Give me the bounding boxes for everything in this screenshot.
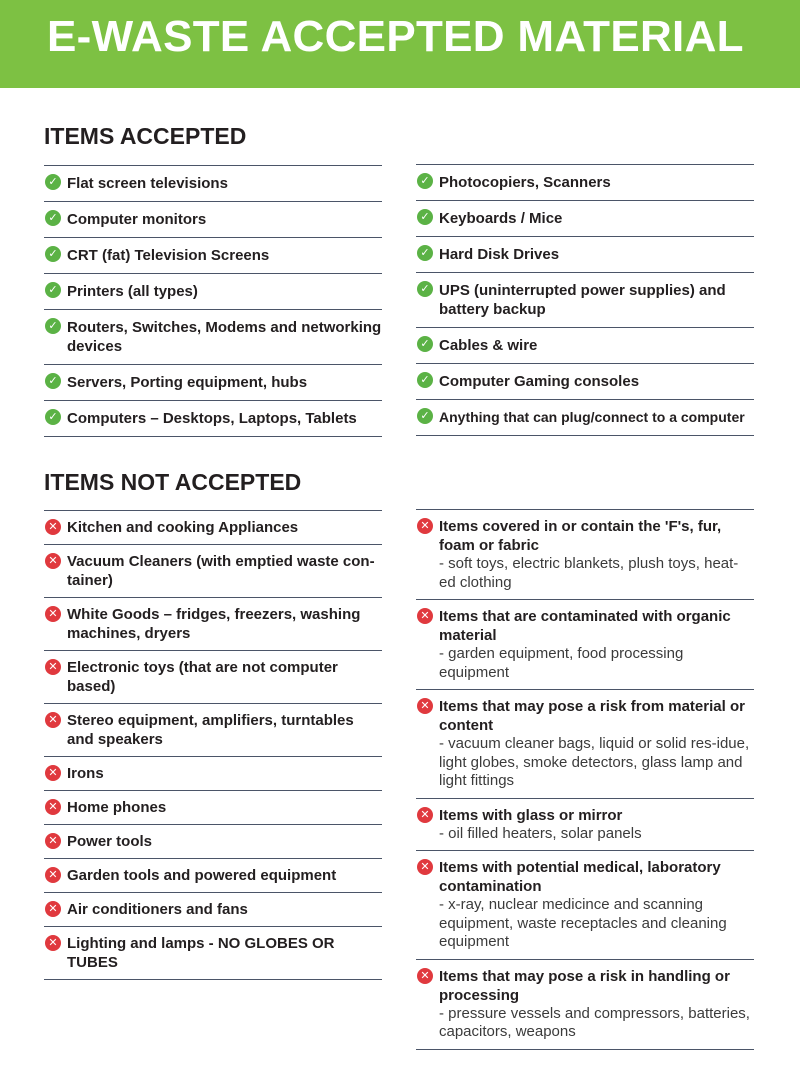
check-circle-icon: ✓ [417, 173, 433, 189]
check-circle-icon: ✓ [45, 409, 61, 425]
item-label: Printers (all types) [67, 283, 198, 300]
list-item [44, 858, 382, 892]
item-label: Photocopiers, Scanners [439, 174, 611, 191]
item-label: Irons [67, 765, 104, 782]
cross-circle-icon: ✕ [45, 833, 61, 849]
accepted-list-left [44, 165, 382, 437]
list-item [44, 597, 382, 650]
cross-circle-icon: ✕ [45, 799, 61, 815]
list-item [416, 509, 754, 599]
check-circle-icon: ✓ [417, 336, 433, 352]
item-label: Computer monitors [67, 211, 207, 228]
item-label: Items covered in or contain the 'F's, fur, foam or fabric [439, 518, 722, 554]
item-label: Servers, Porting equipment, hubs [67, 374, 308, 391]
item-label: Routers, Switches, Modems and networking devices [67, 319, 382, 355]
item-note: - oil filled heaters, solar panels [439, 824, 642, 842]
item-label: White Goods – fridges, freezers, washing machines, dryers [67, 606, 361, 642]
item-label: Anything that can plug/connect to a computer [439, 409, 745, 425]
list-item [44, 544, 382, 597]
item-label: Air conditioners and fans [67, 901, 248, 918]
check-circle-icon: ✓ [45, 210, 61, 226]
item-label: Lighting and lamps - NO GLOBES OR TUBES [67, 935, 335, 971]
item-label: Items with glass or mirror [439, 806, 623, 824]
list-item [416, 959, 754, 1050]
item-label: Stereo equipment, amplifiers, turntables and speakers [67, 712, 354, 748]
list-item [44, 790, 382, 824]
list-item [416, 236, 754, 272]
cross-circle-icon: ✕ [45, 519, 61, 535]
list-item [44, 650, 382, 703]
list-item [44, 364, 382, 400]
title-banner [0, 0, 800, 88]
list-item [416, 850, 754, 959]
accepted-list-right [416, 164, 754, 436]
list-item [44, 703, 382, 756]
item-label: Computers – Desktops, Laptops, Tablets [67, 410, 357, 427]
item-label: Items with potential medical, laboratory contamination [439, 859, 721, 895]
check-circle-icon: ✓ [45, 282, 61, 298]
item-label: Items that may pose a risk from material or content [439, 698, 745, 734]
list-item [44, 892, 382, 926]
item-label: Items that are contaminated with organic material [439, 608, 731, 644]
item-label: Home phones [67, 799, 167, 816]
check-circle-icon: ✓ [417, 281, 433, 297]
check-circle-icon: ✓ [417, 245, 433, 261]
list-item [416, 689, 754, 798]
item-label: UPS (uninterrupted power supplies) and battery backup [439, 282, 726, 318]
item-label: Flat screen televisions [67, 175, 228, 192]
cross-circle-icon: ✕ [417, 608, 433, 624]
not-accepted-heading: ITEMS NOT ACCEPTED [44, 469, 302, 495]
list-item [416, 327, 754, 363]
check-circle-icon: ✓ [417, 408, 433, 424]
list-item [44, 309, 382, 364]
cross-circle-icon: ✕ [417, 518, 433, 534]
cross-circle-icon: ✕ [417, 859, 433, 875]
item-label: CRT (fat) Television Screens [67, 247, 270, 264]
not-accepted-list-left [44, 510, 382, 980]
item-label: Items that may pose a risk in handling or processing [439, 967, 730, 1004]
item-label: Electronic toys (that are not computer based) [67, 659, 338, 695]
list-item [44, 510, 382, 544]
list-item [416, 599, 754, 689]
cross-circle-icon: ✕ [45, 659, 61, 675]
item-note: - garden equipment, food processing equipment [439, 645, 684, 681]
item-label: Hard Disk Drives [439, 246, 560, 263]
item-label: Garden tools and powered equipment [67, 867, 337, 884]
list-item [44, 201, 382, 237]
check-circle-icon: ✓ [45, 373, 61, 389]
item-note: - soft toys, electric blankets, plush toys, heat-ed clothing [439, 555, 739, 591]
item-label: Computer Gaming consoles [439, 373, 640, 390]
cross-circle-icon: ✕ [45, 606, 61, 622]
cross-circle-icon: ✕ [45, 553, 61, 569]
list-item [44, 824, 382, 858]
list-item [416, 363, 754, 399]
accepted-heading: ITEMS ACCEPTED [44, 123, 247, 149]
cross-circle-icon: ✕ [45, 712, 61, 728]
check-circle-icon: ✓ [417, 209, 433, 225]
list-item [44, 165, 382, 201]
item-label: Keyboards / Mice [439, 210, 563, 227]
item-note: - x-ray, nuclear medicince and scanning equipment, waste receptacles and cleaning equipment [439, 896, 727, 950]
cross-circle-icon: ✕ [45, 765, 61, 781]
list-item [44, 926, 382, 980]
check-circle-icon: ✓ [45, 246, 61, 262]
check-circle-icon: ✓ [417, 372, 433, 388]
cross-circle-icon: ✕ [45, 935, 61, 951]
check-circle-icon: ✓ [45, 318, 61, 334]
list-item [416, 164, 754, 200]
item-label: Vacuum Cleaners (with emptied waste con-tainer) [67, 553, 375, 589]
list-item [44, 756, 382, 790]
item-note: - vacuum cleaner bags, liquid or solid res-idue, light globes, smoke detectors, glass lamp and light fittings [439, 735, 750, 789]
list-item [416, 399, 754, 436]
list-item [44, 400, 382, 437]
item-note: - pressure vessels and compressors, batteries, capacitors, weapons [439, 1004, 750, 1040]
list-item [416, 272, 754, 327]
list-item [44, 273, 382, 309]
cross-circle-icon: ✕ [45, 901, 61, 917]
not-accepted-list-right [416, 509, 754, 1050]
list-item [416, 200, 754, 236]
cross-circle-icon: ✕ [417, 807, 433, 823]
list-item [44, 237, 382, 273]
item-label: Kitchen and cooking Appliances [67, 519, 299, 536]
cross-circle-icon: ✕ [45, 867, 61, 883]
cross-circle-icon: ✕ [417, 698, 433, 714]
item-label: Cables & wire [439, 337, 538, 354]
cross-circle-icon: ✕ [417, 968, 433, 984]
page-title: E-WASTE ACCEPTED MATERIAL [47, 12, 744, 61]
check-circle-icon: ✓ [45, 174, 61, 190]
list-item [416, 798, 754, 851]
item-label: Power tools [67, 833, 153, 850]
